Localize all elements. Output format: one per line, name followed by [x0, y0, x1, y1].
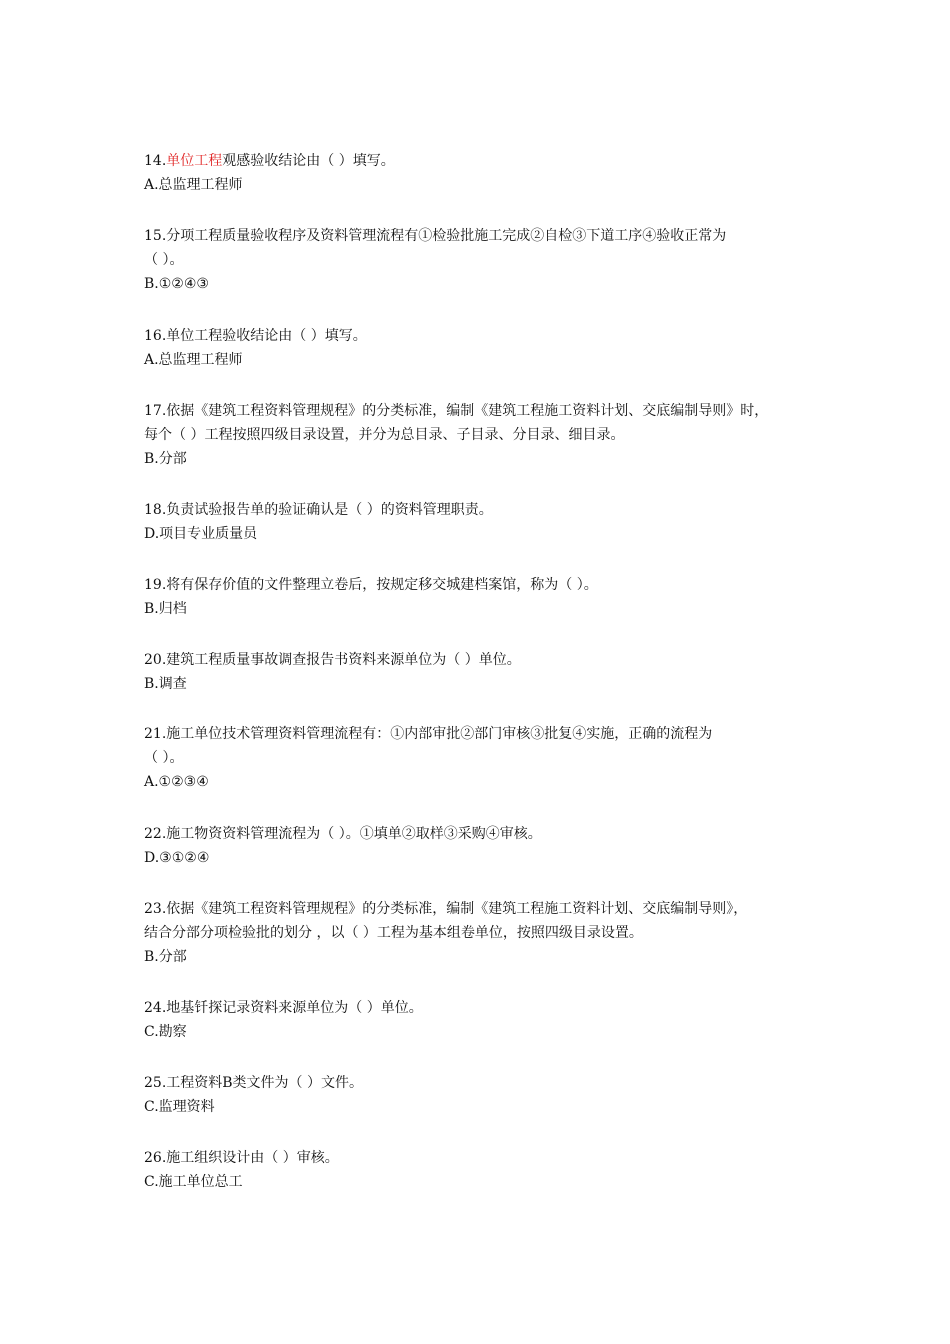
question-line: 16.单位工程验收结论由（ ）填写。 — [144, 328, 367, 344]
question-line: 17.依据《建筑工程资料管理规程》的分类标准，编制《建筑工程施工资料计划、交底编制导则》时， — [144, 403, 769, 419]
question-22 — [144, 822, 834, 870]
question-line: 19.将有保存价值的文件整理立卷后，按规定移交城建档案馆，称为（ ）。 — [144, 577, 598, 593]
question-19 — [144, 573, 834, 621]
question-line — [144, 149, 834, 173]
question-line: 23.依据《建筑工程资料管理规程》的分类标准，编制《建筑工程施工资料计划、交底编制导则》， — [144, 901, 748, 917]
question-line: 24.地基钎探记录资料来源单位为（ ）单位。 — [144, 1000, 423, 1016]
question-line: 结合分部分项检验批的划分 ，以（ ）工程为基本组卷单位，按照四级目录设置。 — [144, 925, 643, 941]
question-line: （ ）。 — [144, 750, 184, 766]
question-23 — [144, 897, 834, 969]
answer: D.③①②④ — [144, 850, 210, 866]
question-16 — [144, 324, 834, 372]
question-17 — [144, 399, 834, 471]
question-26 — [144, 1146, 834, 1194]
highlighted-term: 单位工程 — [166, 153, 223, 169]
question-line: 21.施工单位技术管理资料管理流程有：①内部审批②部门审核③批复④实施，正确的流程为 — [144, 726, 713, 742]
question-line: 25.工程资料B类文件为（ ）文件。 — [144, 1075, 364, 1091]
question-number: 14. — [144, 153, 167, 169]
question-24 — [144, 996, 834, 1044]
answer: A.总监理工程师 — [144, 352, 243, 368]
question-20 — [144, 648, 834, 696]
answer: B.分部 — [144, 949, 187, 965]
question-line: 18.负责试验报告单的验证确认是（ ）的资料管理职责。 — [144, 502, 493, 518]
question-line: 20.建筑工程质量事故调查报告书资料来源单位为（ ）单位。 — [144, 652, 521, 668]
question-line: （ ）。 — [144, 252, 184, 268]
answer: C.施工单位总工 — [144, 1174, 243, 1190]
question-line: 15.分项工程质量验收程序及资料管理流程有①检验批施工完成②自检③下道工序④验收正常为 — [144, 228, 727, 244]
question-line: 每个（ ）工程按照四级目录设置，并分为总目录、子目录、分目录、细目录。 — [144, 427, 625, 443]
question-text: 观感验收结论由（ ）填写。 — [222, 153, 395, 169]
answer: B.分部 — [144, 451, 187, 467]
question-25 — [144, 1071, 834, 1119]
answer: C.勘察 — [144, 1024, 187, 1040]
question-14 — [144, 149, 834, 197]
answer: A.①②③④ — [144, 774, 209, 790]
question-18 — [144, 498, 834, 546]
question-21 — [144, 722, 834, 794]
answer: C.监理资料 — [144, 1099, 215, 1115]
answer: B.①②④③ — [144, 276, 209, 292]
answer: B.调查 — [144, 676, 187, 692]
question-15 — [144, 224, 834, 296]
question-line: 22.施工物资资料管理流程为（ ）。①填单②取样③采购④审核。 — [144, 826, 542, 842]
answer: B.归档 — [144, 601, 187, 617]
answer: A.总监理工程师 — [144, 177, 243, 193]
question-line: 26.施工组织设计由（ ）审核。 — [144, 1150, 339, 1166]
answer: D.项目专业质量员 — [144, 526, 258, 542]
